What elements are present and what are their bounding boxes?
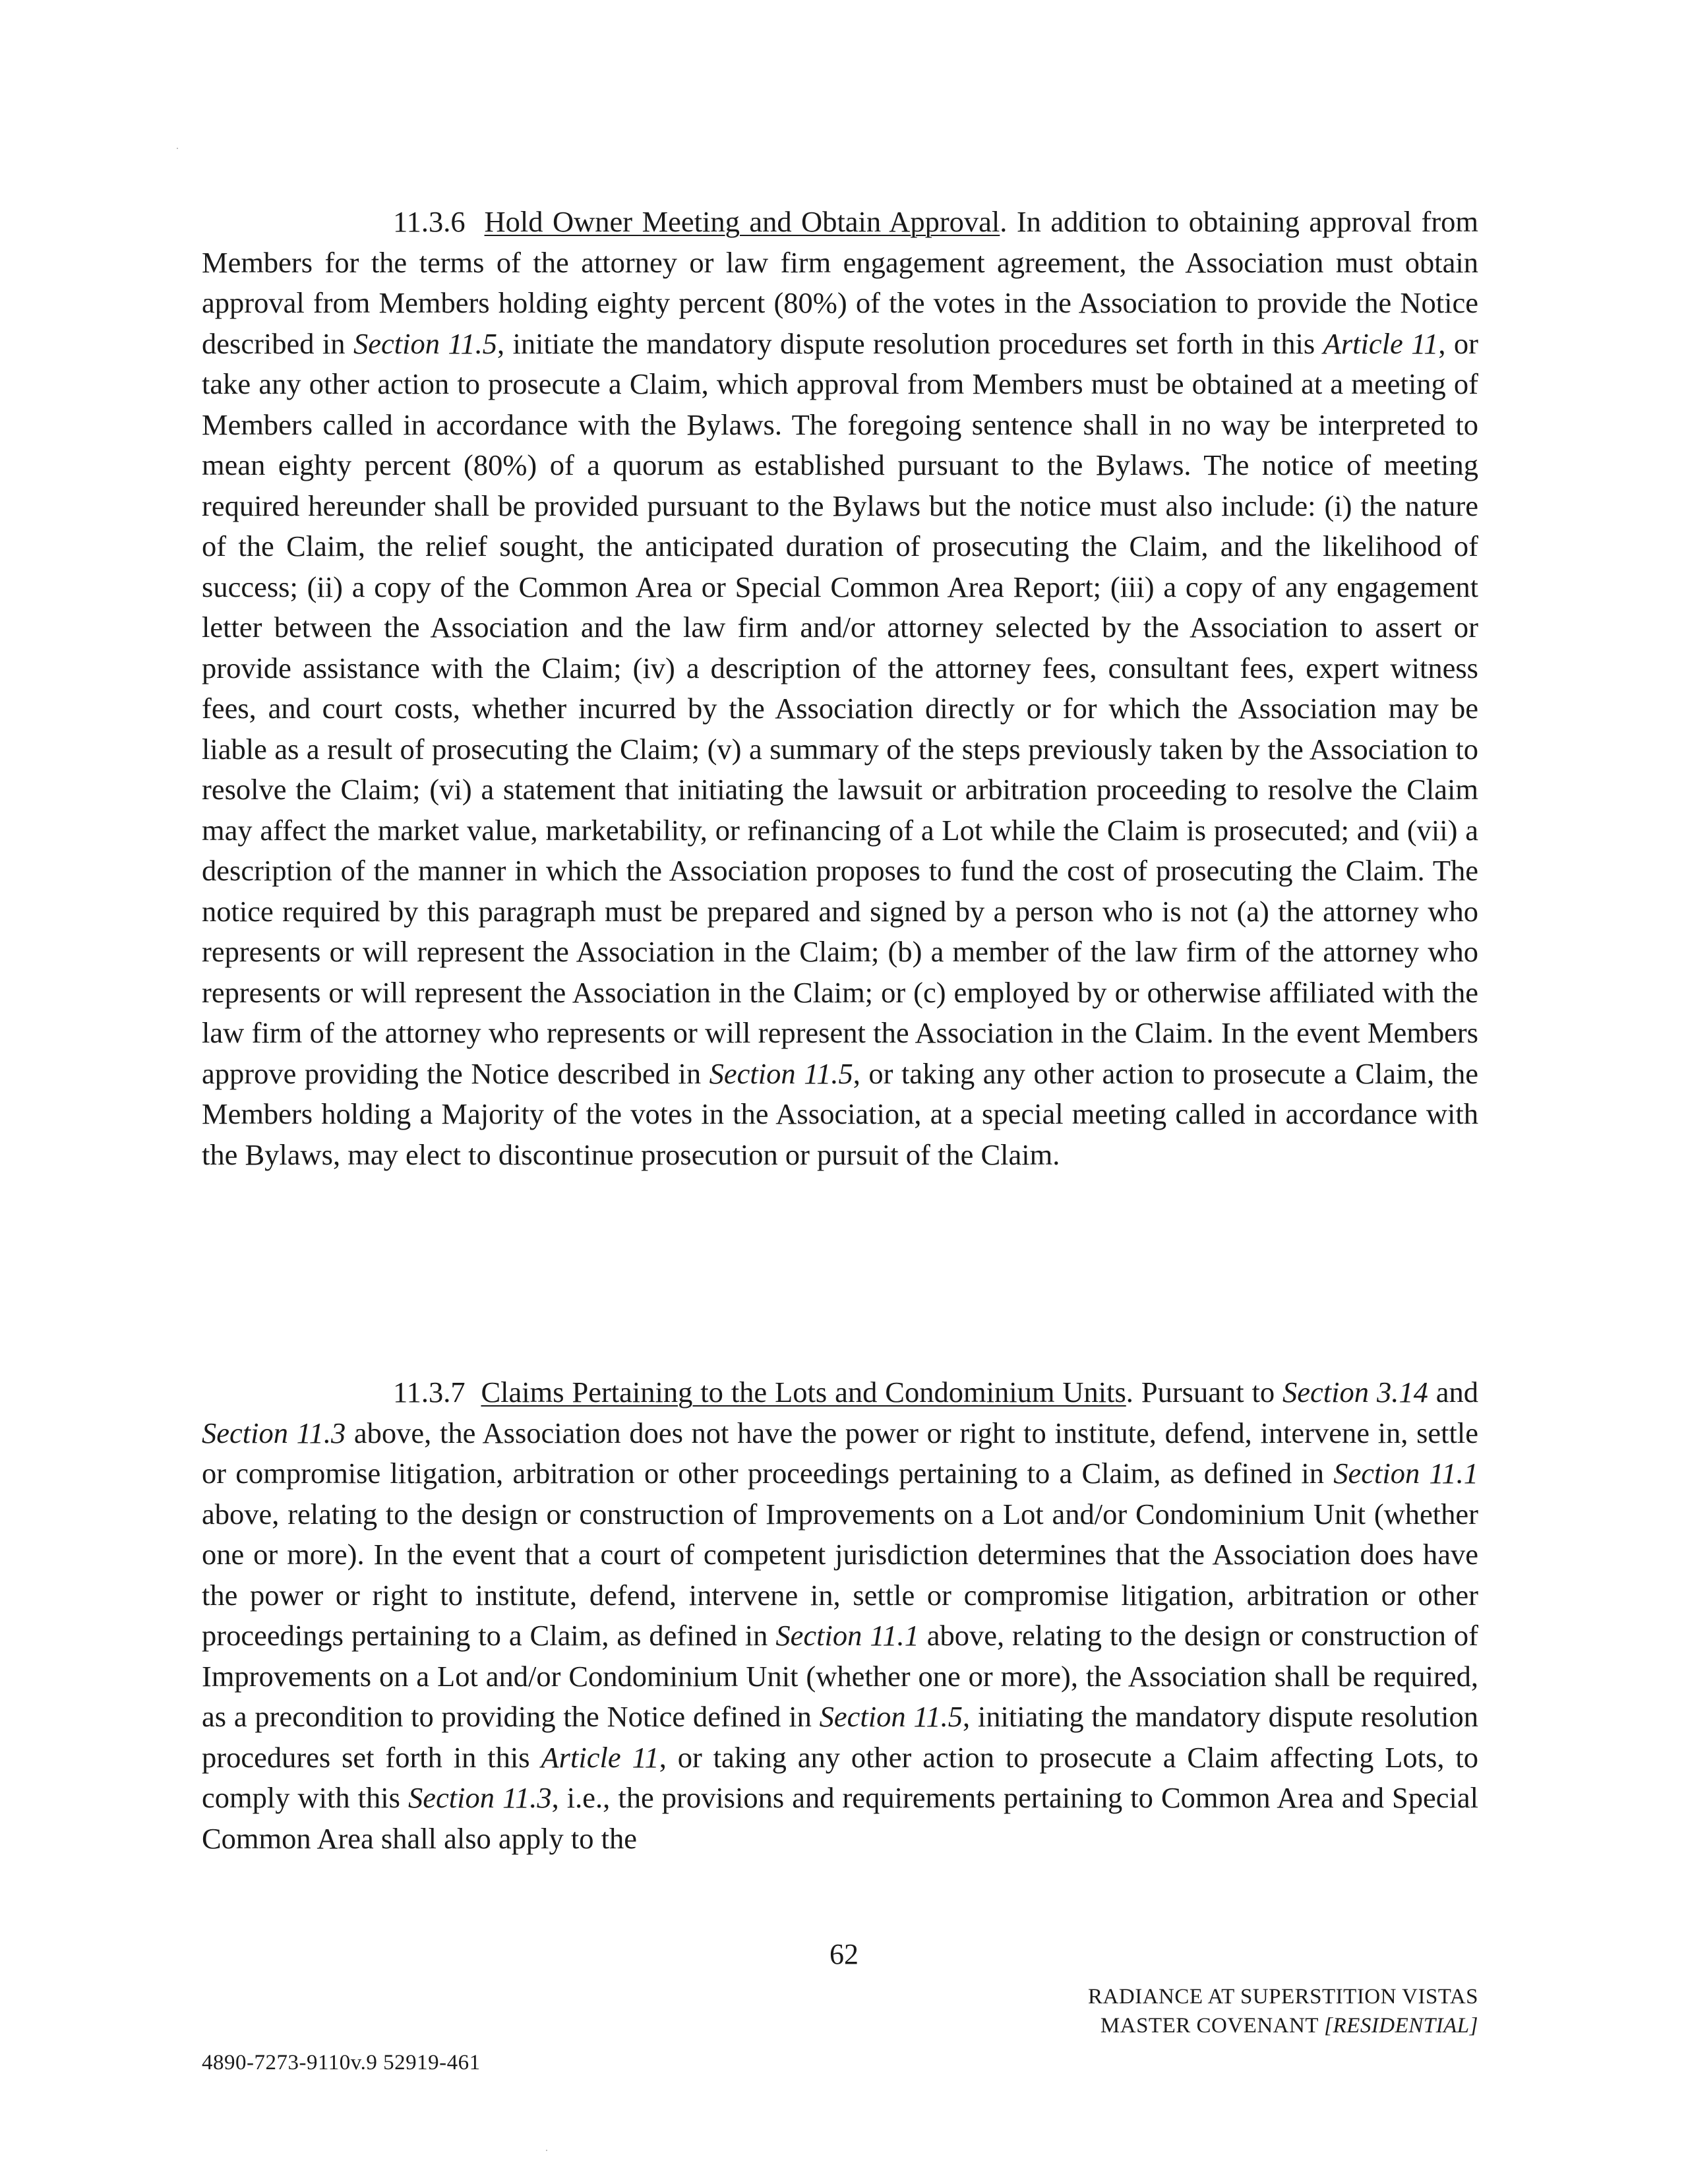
body-text: above, relating to the design or construction of Improvements on a Lot and/or Condominium Unit (whether one or more). In the event that a court of competent jurisdiction determines that the Association does have the power or right to institute, defend, intervene in, settle or compromise litigation, arbitration or other proceedings pertaining to a Claim, as defined in	[202, 1497, 1478, 1652]
body-text: . In addition to obtaining approval from Members for the terms of the attorney or law firm engagement agreement, the Association must obtain approval from Members holding eighty percent (80%) of the votes in the Association to provide the Notice described in	[202, 205, 1478, 360]
body-text: , or taking any other action to prosecute a Claim, the Members holding a Majority of the votes in the Association, at a special meeting called in accordance with the Bylaws, may elect to discontinue prosecution or pursuit of the Claim.	[202, 1056, 1479, 1171]
cross-reference: Section 11.5	[709, 1056, 853, 1090]
page-number: 62	[829, 1938, 859, 1970]
cross-reference: Section 3.14	[1282, 1376, 1428, 1409]
document-title-tag: [RESIDENTIAL]	[1324, 2014, 1478, 2038]
section-number: 11.3.7	[393, 1376, 466, 1409]
document-id: 4890-7273-9110v.9 52919-461	[202, 2051, 481, 2075]
document-title-footer	[1088, 1982, 1478, 2040]
body-text: , initiating the mandatory dispute resolution procedures set forth in this	[202, 1700, 1478, 1774]
cross-reference: Section 11.3	[408, 1781, 552, 1814]
section-11-3-6-paragraph	[202, 202, 1478, 1175]
section-11-3-7-paragraph	[202, 1372, 1478, 1859]
body-text: above, the Association does not have the power or right to institute, defend, intervene in, settle or compromise litigation, arbitration or other proceedings pertaining to a Claim, as defined in	[202, 1416, 1478, 1490]
body-text: . Pursuant to	[1126, 1376, 1283, 1409]
cross-reference: Section 11.5	[819, 1700, 963, 1733]
section-heading: Hold Owner Meeting and Obtain Approval	[484, 205, 1000, 238]
cross-reference: Article 11	[1323, 326, 1439, 360]
body-text: , or taking any other action to prosecute a Claim affecting Lots, to comply with this	[202, 1740, 1478, 1814]
body-text: above, relating to the design or construction of Improvements on a Lot and/or Condominium Unit (whether one or more), the Association shall be required, as a precondition to providing the Notice defined in	[202, 1619, 1478, 1733]
body-text: , or take any other action to prosecute a Claim, which approval from Members must be obtained at a meeting of Members called in accordance with the Bylaws. The foregoing sentence shall in no way be interpreted to mean eighty percent (80%) of a quorum as established pursuant to the Bylaws. The notice of meeting required hereunder shall be provided pursuant to the Bylaws but the notice must also include: (i) the nature of the Claim, the relief sought, the anticipated duration of prosecuting the Claim, and the likelihood of success; (ii) a copy of the Common Area or Special Common Area Report; (iii) a copy of any engagement letter between the Association and the law firm and/or attorney selected by the Association to assert or provide assistance with the Claim; (iv) a description of the attorney fees, consultant fees, expert witness fees, and court costs, whether incurred by the Association directly or for which the Association may be liable as a result of prosecuting the Claim; (v) a summary of the steps previously taken by the Association to resolve the Claim; (vi) a statement that initiating the lawsuit or arbitration proceeding to resolve the Claim may affect the market value, marketability, or refinancing of a Lot while the Claim is prosecuted; and (vii) a description of the manner in which the Association proposes to fund the cost of prosecuting the Claim. The notice required by this paragraph must be prepared and signed by a person who is not (a) the attorney who represents or will represent the Association in the Claim; (b) a member of the law firm of the attorney who represents or will represent the Association in the Claim; or (c) employed by or otherwise affiliated with the law firm of the attorney who represents or will represent the Association in the Claim. In the event Members approve providing the Notice described in	[202, 326, 1478, 1090]
document-title-line-1: RADIANCE AT SUPERSTITION VISTAS	[1088, 1985, 1478, 2009]
cross-reference: Article 11	[541, 1740, 659, 1774]
body-text: and	[1428, 1376, 1478, 1409]
cross-reference: Section 11.1	[1333, 1457, 1478, 1490]
scan-speck	[177, 148, 178, 149]
section-heading: Claims Pertaining to the Lots and Condominium Units	[481, 1376, 1126, 1409]
scan-speck	[546, 2150, 547, 2151]
cross-reference: Section 11.5	[353, 326, 497, 360]
cross-reference: Section 11.3	[202, 1416, 346, 1449]
cross-reference: Section 11.1	[775, 1619, 919, 1652]
section-number: 11.3.6	[393, 205, 466, 238]
body-text: , initiate the mandatory dispute resolution procedures set forth in this	[497, 326, 1323, 360]
document-title-main: MASTER COVENANT	[1100, 2014, 1319, 2038]
document-title-line-2	[1088, 2011, 1478, 2040]
body-text: , i.e., the provisions and requirements pertaining to Common Area and Special Common Area shall also apply to the	[202, 1781, 1478, 1855]
